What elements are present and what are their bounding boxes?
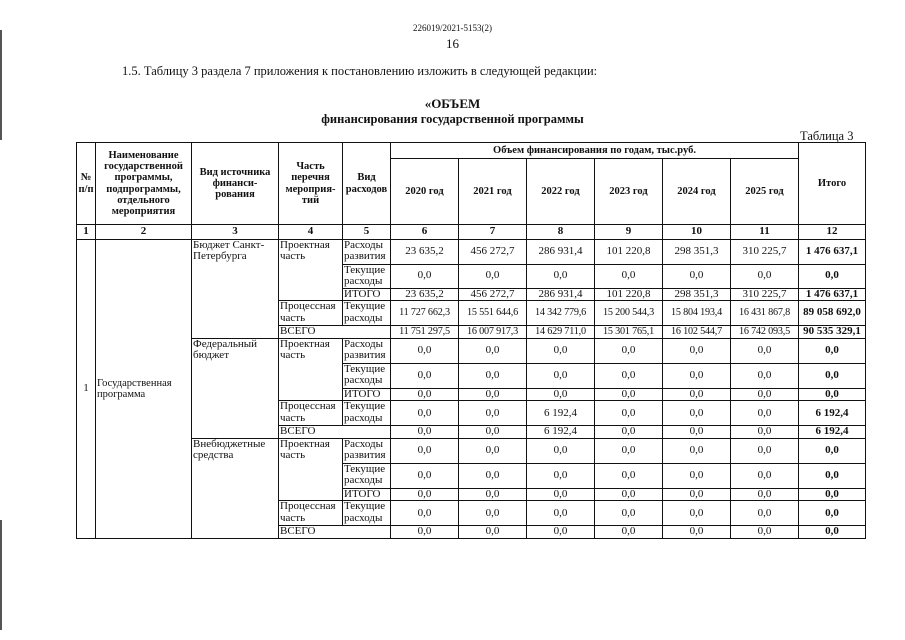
col-number: 6	[391, 225, 459, 240]
value-cell: 0,0	[459, 426, 527, 439]
source-name: Внебюджетные средства	[192, 438, 279, 538]
expense-kind: Текущие расходы	[343, 463, 391, 488]
program-name: Государственная программа	[96, 239, 192, 538]
value-cell: 11 751 297,5	[391, 326, 459, 339]
table-row	[77, 338, 866, 363]
col-number: 3	[192, 225, 279, 240]
intro-text: 1.5. Таблицу 3 раздела 7 приложения к постановлению изложить в следующей редакции:	[122, 64, 598, 78]
value-cell: 15 301 765,1	[595, 326, 663, 339]
value-cell: 14 629 711,0	[527, 326, 595, 339]
all-total-label: ВСЕГО	[279, 426, 391, 439]
expense-kind: ИТОГО	[343, 488, 391, 501]
funding-table	[76, 142, 866, 539]
value-cell: 0,0	[527, 264, 595, 288]
header-year-2024: 2024 год	[663, 159, 731, 225]
value-cell: 0,0	[595, 488, 663, 501]
col-number: 9	[595, 225, 663, 240]
value-cell: 0,0	[527, 488, 595, 501]
value-cell: 456 272,7	[459, 288, 527, 301]
value-cell: 16 007 917,3	[459, 326, 527, 339]
header-year-2022: 2022 год	[527, 159, 595, 225]
value-cell: 0,0	[663, 363, 731, 388]
project-part-label: Проектная часть	[279, 239, 343, 301]
value-cell: 0,0	[391, 401, 459, 426]
value-cell: 0,0	[527, 463, 595, 488]
value-cell: 310 225,7	[731, 288, 799, 301]
table-body	[77, 239, 866, 538]
col-number: 10	[663, 225, 731, 240]
value-cell: 0,0	[731, 363, 799, 388]
value-cell: 6 192,4	[527, 401, 595, 426]
process-part-label: Процессная часть	[279, 501, 343, 526]
value-cell: 0,0	[595, 338, 663, 363]
value-cell: 16 742 093,5	[731, 326, 799, 339]
project-part-label: Проектная часть	[279, 338, 343, 401]
value-cell: 0,0	[391, 526, 459, 539]
value-cell: 14 342 779,6	[527, 301, 595, 326]
header-name: Наименование государственной программы, подпрограммы, отдельного мероприятия	[96, 143, 192, 225]
value-cell: 0,0	[663, 526, 731, 539]
value-cell: 0,0	[391, 488, 459, 501]
total-cell: 0,0	[799, 338, 866, 363]
value-cell: 0,0	[663, 388, 731, 401]
total-cell: 1 476 637,1	[799, 288, 866, 301]
header-num: № п/п	[77, 143, 96, 225]
value-cell: 0,0	[663, 426, 731, 439]
value-cell: 298 351,3	[663, 288, 731, 301]
value-cell: 15 200 544,3	[595, 301, 663, 326]
total-cell: 0,0	[799, 488, 866, 501]
value-cell: 0,0	[731, 388, 799, 401]
value-cell: 0,0	[663, 338, 731, 363]
value-cell: 0,0	[459, 438, 527, 463]
value-cell: 0,0	[595, 463, 663, 488]
value-cell: 0,0	[595, 388, 663, 401]
table-title-line2: финансирования государственной программы	[321, 112, 584, 126]
value-cell: 0,0	[391, 463, 459, 488]
value-cell: 0,0	[731, 526, 799, 539]
value-cell: 0,0	[731, 401, 799, 426]
scan-edge-bottom	[0, 520, 2, 630]
value-cell: 0,0	[527, 438, 595, 463]
table-header	[77, 143, 866, 240]
value-cell: 0,0	[459, 401, 527, 426]
value-cell: 0,0	[459, 363, 527, 388]
total-cell: 1 476 637,1	[799, 239, 866, 264]
col-number: 11	[731, 225, 799, 240]
header-funding-group: Объем финансирования по годам, тыс.руб.	[391, 143, 799, 159]
expense-kind: Текущие расходы	[343, 363, 391, 388]
process-part-label: Процессная часть	[279, 301, 343, 326]
row-number: 1	[77, 239, 96, 538]
value-cell: 0,0	[459, 338, 527, 363]
value-cell: 0,0	[527, 501, 595, 526]
value-cell: 0,0	[731, 488, 799, 501]
header-source: Вид источника финанси-рования	[192, 143, 279, 225]
value-cell: 0,0	[391, 264, 459, 288]
value-cell: 0,0	[527, 338, 595, 363]
value-cell: 0,0	[663, 401, 731, 426]
table-row	[77, 239, 866, 264]
value-cell: 16 102 544,7	[663, 326, 731, 339]
value-cell: 0,0	[459, 264, 527, 288]
total-cell: 6 192,4	[799, 426, 866, 439]
header-part: Часть перечня мероприя-тий	[279, 143, 343, 225]
value-cell: 286 931,4	[527, 239, 595, 264]
total-cell: 6 192,4	[799, 401, 866, 426]
all-total-label: ВСЕГО	[279, 526, 391, 539]
value-cell: 310 225,7	[731, 239, 799, 264]
value-cell: 0,0	[595, 426, 663, 439]
header-year-2025: 2025 год	[731, 159, 799, 225]
col-number: 1	[77, 225, 96, 240]
expense-kind: Расходы развития	[343, 338, 391, 363]
total-cell: 0,0	[799, 264, 866, 288]
value-cell: 16 431 867,8	[731, 301, 799, 326]
expense-kind: ИТОГО	[343, 388, 391, 401]
value-cell: 0,0	[459, 388, 527, 401]
value-cell: 0,0	[731, 426, 799, 439]
total-cell: 0,0	[799, 463, 866, 488]
expense-kind: Текущие расходы	[343, 501, 391, 526]
value-cell: 0,0	[391, 338, 459, 363]
table-row	[77, 438, 866, 463]
value-cell: 0,0	[595, 363, 663, 388]
value-cell: 0,0	[663, 264, 731, 288]
value-cell: 0,0	[527, 526, 595, 539]
col-number: 12	[799, 225, 866, 240]
header-year-2020: 2020 год	[391, 159, 459, 225]
source-name: Федеральный бюджет	[192, 338, 279, 438]
value-cell: 0,0	[391, 438, 459, 463]
value-cell: 0,0	[595, 438, 663, 463]
expense-kind: Расходы развития	[343, 239, 391, 264]
value-cell: 0,0	[527, 388, 595, 401]
value-cell: 0,0	[459, 488, 527, 501]
col-number: 5	[343, 225, 391, 240]
value-cell: 0,0	[459, 463, 527, 488]
value-cell: 456 272,7	[459, 239, 527, 264]
expense-kind: Текущие расходы	[343, 264, 391, 288]
page-number: 16	[446, 36, 459, 51]
value-cell: 0,0	[595, 526, 663, 539]
col-number: 8	[527, 225, 595, 240]
table-title-line1: «ОБЪЕМ	[424, 96, 481, 111]
col-number: 7	[459, 225, 527, 240]
total-cell: 0,0	[799, 438, 866, 463]
value-cell: 0,0	[391, 363, 459, 388]
value-cell: 0,0	[391, 426, 459, 439]
value-cell: 0,0	[731, 501, 799, 526]
value-cell: 298 351,3	[663, 239, 731, 264]
col-number: 2	[96, 225, 192, 240]
all-total-label: ВСЕГО	[279, 326, 391, 339]
document-number: 226019/2021-5153(2)	[413, 23, 492, 33]
header-year-2021: 2021 год	[459, 159, 527, 225]
value-cell: 0,0	[663, 463, 731, 488]
value-cell: 0,0	[663, 488, 731, 501]
value-cell: 15 804 193,4	[663, 301, 731, 326]
value-cell: 0,0	[731, 463, 799, 488]
value-cell: 6 192,4	[527, 426, 595, 439]
total-cell: 0,0	[799, 388, 866, 401]
expense-kind: Расходы развития	[343, 438, 391, 463]
value-cell: 15 551 644,6	[459, 301, 527, 326]
expense-kind: Текущие расходы	[343, 301, 391, 326]
value-cell: 0,0	[391, 388, 459, 401]
total-cell: 0,0	[799, 363, 866, 388]
value-cell: 0,0	[731, 264, 799, 288]
value-cell: 0,0	[459, 501, 527, 526]
value-cell: 23 635,2	[391, 239, 459, 264]
total-cell: 0,0	[799, 501, 866, 526]
value-cell: 0,0	[595, 264, 663, 288]
total-cell: 89 058 692,0	[799, 301, 866, 326]
expense-kind: Текущие расходы	[343, 401, 391, 426]
value-cell: 101 220,8	[595, 239, 663, 264]
value-cell: 0,0	[391, 501, 459, 526]
total-cell: 0,0	[799, 526, 866, 539]
total-cell: 90 535 329,1	[799, 326, 866, 339]
header-total: Итого	[799, 143, 866, 225]
value-cell: 0,0	[595, 501, 663, 526]
value-cell: 101 220,8	[595, 288, 663, 301]
source-name: Бюджет Санкт-Петербурга	[192, 239, 279, 338]
value-cell: 0,0	[527, 363, 595, 388]
header-year-2023: 2023 год	[595, 159, 663, 225]
table-label: Таблица 3	[800, 129, 854, 143]
value-cell: 286 931,4	[527, 288, 595, 301]
value-cell: 0,0	[663, 501, 731, 526]
header-kind: Вид расходов	[343, 143, 391, 225]
value-cell: 11 727 662,3	[391, 301, 459, 326]
value-cell: 0,0	[459, 526, 527, 539]
value-cell: 0,0	[663, 438, 731, 463]
value-cell: 23 635,2	[391, 288, 459, 301]
value-cell: 0,0	[731, 338, 799, 363]
value-cell: 0,0	[731, 438, 799, 463]
col-number: 4	[279, 225, 343, 240]
value-cell: 0,0	[595, 401, 663, 426]
process-part-label: Процессная часть	[279, 401, 343, 426]
project-part-label: Проектная часть	[279, 438, 343, 501]
expense-kind: ИТОГО	[343, 288, 391, 301]
